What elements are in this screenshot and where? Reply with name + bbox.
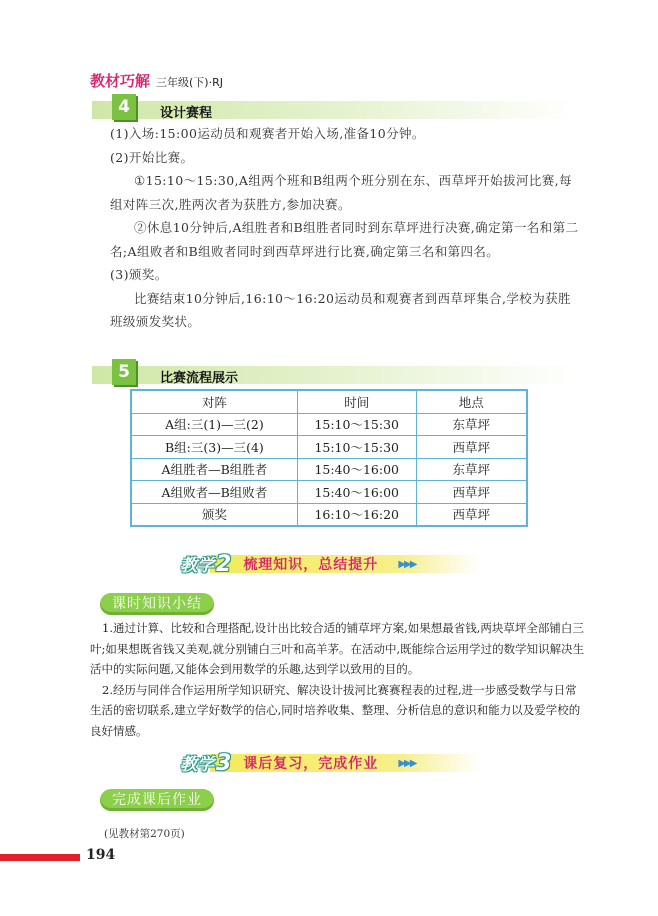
header-matchup: 对阵 <box>131 390 297 413</box>
page-footer-bar <box>0 854 80 861</box>
table-row <box>131 436 527 459</box>
section-4-title: 设计赛程 <box>160 106 213 121</box>
cell-matchup: A组:三(1)—三(2) <box>131 413 297 436</box>
section-5-number: 5 <box>112 359 136 385</box>
cell-matchup: 颁奖 <box>131 503 297 526</box>
banner-tag: 教学2 <box>180 552 232 577</box>
table-row <box>131 413 527 436</box>
triple-arrow-icon: ▶▶▶ <box>398 757 416 769</box>
banner-title: 梳理知识，总结提升 <box>243 557 379 573</box>
cell-time: 16:10～16:20 <box>297 503 416 526</box>
cell-matchup: B组:三(3)—三(4) <box>131 436 297 459</box>
cell-time: 15:40～16:00 <box>297 481 416 504</box>
summary-text <box>90 618 586 741</box>
step-award-detail: 比赛结束10分钟后,16:10～16:20运动员和观赛者到西草坪集合,学校为获胜班级颁发奖状。 <box>110 290 571 329</box>
table-row <box>131 503 527 526</box>
cell-place: 西草坪 <box>416 481 527 504</box>
schedule-table <box>130 389 528 527</box>
summary-pill: 课时知识小结 <box>100 593 214 615</box>
teaching-banner-2 <box>180 551 415 577</box>
cell-place: 西草坪 <box>416 503 527 526</box>
homework-reference: (见教材第270页) <box>104 828 185 840</box>
table-row <box>131 458 527 481</box>
cell-time: 15:40～16:00 <box>297 458 416 481</box>
cell-time: 15:10～15:30 <box>297 413 416 436</box>
cell-place: 东草坪 <box>416 413 527 436</box>
triple-arrow-icon: ▶▶▶ <box>398 558 416 570</box>
step-round-1: ①15:10～15:30,A组两个班和B组两个班分别在东、西草坪开始拔河比赛,每组对阵三次,胜两次者为获胜方,参加决赛。 <box>110 173 572 212</box>
section-4-body <box>110 122 582 334</box>
summary-point-1: 1.通过计算、比较和合理搭配,设计出比较合适的铺草坪方案,如果想最省钱,两块草坪全部铺白三叶;如果想既省钱又美观,就分别铺白三叶和高羊茅。在活动中,既能综合运用学过的数学知识解决生活中的实际问题,又能体会到用数学的乐趣,达到学以致用的目的。 <box>90 621 585 676</box>
table-row <box>131 481 527 504</box>
homework-pill: 完成课后作业 <box>100 789 214 811</box>
cell-matchup: A组败者—B组败者 <box>131 481 297 504</box>
section-4-number: 4 <box>112 94 136 120</box>
step-start: (2)开始比赛。 <box>110 149 194 165</box>
step-award: (3)颁奖。 <box>110 267 168 282</box>
cell-place: 西草坪 <box>416 436 527 459</box>
banner-tag: 教学3 <box>180 751 232 776</box>
summary-point-2: 2.经历与同伴合作运用所学知识研究、解决设计拔河比赛赛程表的过程,进一步感受数学与日常生活的密切联系,建立学好数学的信心,同时培养收集、整理、分析信息的意识和能力以及爱学校的良好情感。 <box>90 682 581 738</box>
step-round-2: ②休息10分钟后,A组胜者和B组胜者同时到东草坪进行决赛,确定第一名和第二名;A组败者和B组败者同时到西草坪进行比赛,确定第三名和第四名。 <box>110 220 579 259</box>
page-number: 194 <box>86 847 116 863</box>
header-time: 时间 <box>297 390 416 413</box>
cell-time: 15:10～15:30 <box>297 436 416 459</box>
step-entry: (1)入场:15:00运动员和观赛者开始入场,准备10分钟。 <box>110 126 425 141</box>
cell-matchup: A组胜者—B组胜者 <box>131 458 297 481</box>
header-place: 地点 <box>416 390 527 413</box>
cell-place: 东草坪 <box>416 458 527 481</box>
book-brand: 教材巧解 <box>90 72 151 90</box>
table-header-row <box>131 390 527 413</box>
section-5-title: 比赛流程展示 <box>160 371 239 386</box>
teaching-banner-3 <box>180 750 415 776</box>
banner-title: 课后复习，完成作业 <box>243 756 379 772</box>
book-subtitle: 三年级(下)·RJ <box>156 76 223 89</box>
running-header <box>90 70 223 91</box>
